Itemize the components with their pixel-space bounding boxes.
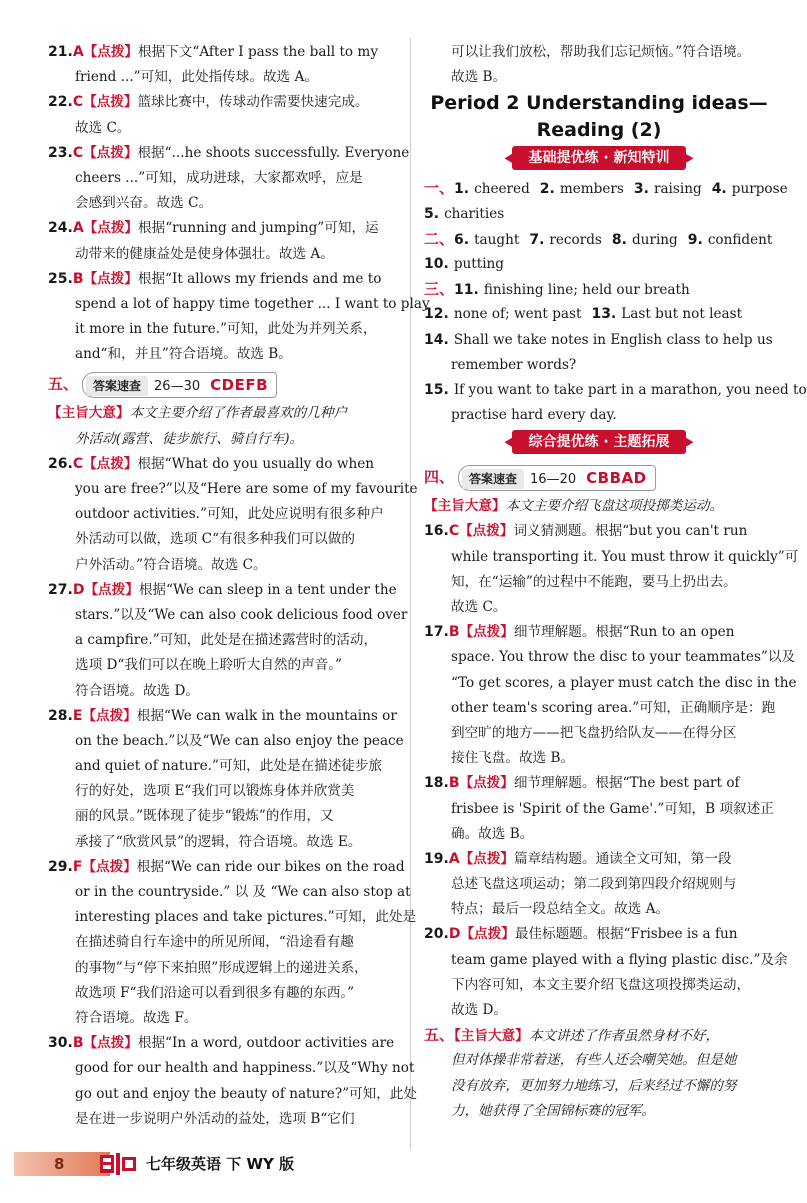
banner-label: 基础提优练 · 新知特训 xyxy=(512,146,685,170)
page-footer xyxy=(0,1150,800,1180)
item-answer: records xyxy=(549,231,602,248)
section-banner-basic xyxy=(424,144,774,176)
answer-explanation xyxy=(48,1031,396,1056)
quick-check-box xyxy=(82,372,277,398)
text-line xyxy=(48,1006,396,1031)
item-number: 9. xyxy=(687,231,703,248)
item-number: 10. xyxy=(424,255,449,272)
text-line xyxy=(424,1099,774,1124)
line-text: 丽的风景。”既体现了徒步“锻炼”的作用，又 xyxy=(75,808,334,825)
item-number: 4. xyxy=(711,181,727,198)
fill-in-line xyxy=(424,353,774,378)
text-line xyxy=(48,553,396,578)
hint-tag: 【点拨】 xyxy=(82,707,137,724)
section-number: 一、 xyxy=(424,179,455,198)
text-line xyxy=(48,905,417,930)
text-line xyxy=(48,477,418,502)
text-line xyxy=(424,40,774,65)
text-line xyxy=(424,1048,774,1073)
question-number: 20. xyxy=(424,926,449,943)
text-line xyxy=(424,998,774,1023)
text-line xyxy=(48,1107,396,1132)
answer-explanation xyxy=(48,704,396,729)
item-answer: putting xyxy=(453,255,504,272)
line-text: team game played with a flying plastic disc.”及余 xyxy=(451,951,788,968)
hint-tag: 【点拨】 xyxy=(83,94,138,111)
question-number: 16. xyxy=(424,523,449,540)
text-line xyxy=(424,822,774,847)
fill-in-line xyxy=(424,302,774,327)
text-line xyxy=(48,729,404,754)
line-text: space. You throw the disc to your teammates”以及 xyxy=(451,649,796,666)
text-line xyxy=(424,570,774,595)
line-text: “To get scores, a player must catch the disc in the xyxy=(451,674,797,691)
text-line xyxy=(48,754,396,779)
text-line xyxy=(48,1082,418,1107)
line-text: 动带来的健康益处是使身体强壮。故选 A。 xyxy=(75,245,334,262)
answer-explanation xyxy=(424,847,774,872)
text-line xyxy=(48,166,396,191)
answer-letter: C xyxy=(72,455,84,472)
answer-letter: D xyxy=(72,581,85,598)
line-text: 户外活动。”符合语境。故选 C。 xyxy=(75,556,267,573)
line-text: 力，她获得了全国锦标赛的冠军。 xyxy=(451,1102,655,1119)
text-line xyxy=(48,116,396,141)
item-number: 11. xyxy=(454,282,479,299)
line-text: 根据“...he shoots successfully. Everyone xyxy=(137,144,410,161)
period-title: Period 2 Understanding ideas— xyxy=(430,92,768,115)
text-line xyxy=(48,317,396,342)
text-line xyxy=(424,65,774,90)
answer-explanation xyxy=(48,578,396,603)
section-number: 二、 xyxy=(424,229,455,248)
line-text: 承接了“欣赏风景”的逻辑，符合语境。故选 E。 xyxy=(75,833,362,850)
text-line xyxy=(424,645,796,670)
line-text: 根据“It allows my friends and me to xyxy=(137,270,382,287)
answer-explanation xyxy=(48,216,396,241)
line-text: 篇章结构题。通读全文可知，第一段 xyxy=(514,850,732,867)
question-number: 17. xyxy=(424,624,449,641)
answer-explanation xyxy=(424,620,774,645)
hint-tag: 【点拨】 xyxy=(83,455,138,472)
line-text: 细节理解题。根据“Run to an open xyxy=(513,624,735,641)
fill-in-line xyxy=(424,227,774,252)
text-line xyxy=(424,494,774,519)
question-number: 18. xyxy=(424,775,449,792)
text-line xyxy=(48,628,396,653)
text-line xyxy=(48,779,396,804)
right-column xyxy=(424,40,807,1124)
section-number: 五、 xyxy=(48,375,79,394)
item-number: 15. xyxy=(424,381,449,398)
line-text: 本文主要介绍了作者最喜欢的几种户 xyxy=(129,405,348,422)
line-text: 可以让我们放松，帮助我们忘记烦恼。”符合语境。 xyxy=(451,44,751,60)
text-line xyxy=(424,671,797,696)
section-banner-comprehensive xyxy=(424,428,774,460)
fill-in-line xyxy=(424,252,774,277)
question-number: 30. xyxy=(48,1035,73,1052)
line-text: 根据“We can walk in the mountains or xyxy=(136,707,397,724)
line-text: 最佳标题题。根据“Frisbee is a fun xyxy=(514,926,738,943)
question-number: 19. xyxy=(424,850,449,867)
item-number: 2. xyxy=(539,181,555,198)
line-text: you are free?”以及“Here are some of my favourite xyxy=(75,481,418,497)
item-answer: If you want to take part in a marathon, you need to xyxy=(453,381,807,398)
answer-explanation xyxy=(48,267,396,292)
text-line xyxy=(48,880,411,905)
line-text: 没有放弃，更加努力地练习，后来经过不懈的努 xyxy=(451,1077,737,1094)
item-answer: taught xyxy=(474,231,520,248)
answer-letter: C xyxy=(72,144,84,161)
fill-in-line xyxy=(424,202,774,227)
line-text: 本文讲述了作者虽然身材不好， xyxy=(528,1028,720,1045)
item-answer: cheered xyxy=(474,181,530,198)
line-text: 确。故选 B。 xyxy=(451,825,534,842)
main-idea-tag: 【主旨大意】 xyxy=(424,498,506,515)
item-answer: charities xyxy=(444,205,505,222)
quick-check-label: 答案速查 xyxy=(86,376,148,396)
fill-in-line xyxy=(424,378,807,403)
line-text: 在描述骑自行车途中的所见所闻，“沿途看有趣 xyxy=(75,934,354,951)
hint-tag: 【点拨】 xyxy=(84,581,139,598)
line-text: 是在进一步说明户外活动的益处，选项 B“它们 xyxy=(75,1110,355,1127)
answer-letter: D xyxy=(448,926,461,943)
line-text: 根据“We can sleep in a tent under the xyxy=(138,581,397,598)
line-text: interesting places and take pictures.”可知，此处是 xyxy=(75,909,417,926)
answer-explanation xyxy=(48,90,396,115)
answer-explanation xyxy=(424,922,774,947)
line-text: other team's scoring area.”可知，正确顺序是：跑 xyxy=(451,699,776,716)
line-text: it more in the future.”可知，此处为并列关系， xyxy=(75,321,377,338)
question-number: 26. xyxy=(48,455,73,472)
line-text: 根据“running and jumping”可知，运 xyxy=(138,220,379,237)
line-text: go out and enjoy the beauty of nature?”可知，此处 xyxy=(75,1085,418,1102)
quick-check-label: 答案速查 xyxy=(462,469,524,489)
item-number: 6. xyxy=(454,231,470,248)
item-number: 1. xyxy=(454,181,470,198)
answer-letter: B xyxy=(448,624,460,641)
text-line xyxy=(424,721,774,746)
line-text: practise hard every day. xyxy=(451,407,617,424)
line-text: frisbee is 'Spirit of the Game'.”可知，B 项叙述正 xyxy=(451,800,774,817)
answer-letter: C xyxy=(72,94,84,111)
quick-check-range: 16—20 xyxy=(530,471,577,487)
answer-letter: E xyxy=(72,707,83,724)
text-line xyxy=(48,981,396,1006)
hint-tag: 【点拨】 xyxy=(83,44,139,60)
answer-letter: B xyxy=(448,775,460,792)
section-number: 四、 xyxy=(424,468,455,487)
text-line xyxy=(424,595,774,620)
item-answer: none of; went past xyxy=(453,306,582,323)
question-number: 25. xyxy=(48,270,73,287)
line-text: 本文主要介绍飞盘这项投掷类运动。 xyxy=(505,498,724,515)
text-line xyxy=(48,930,396,955)
hint-tag: 【点拨】 xyxy=(83,270,138,287)
item-number: 7. xyxy=(529,231,545,248)
text-line xyxy=(48,292,430,317)
line-text: spend a lot of happy time together ... I want to play xyxy=(75,295,430,312)
question-number: 24. xyxy=(48,220,73,237)
quick-check-box xyxy=(458,465,656,491)
answer-letter: A xyxy=(72,44,84,60)
answer-explanation xyxy=(424,519,774,544)
text-line xyxy=(424,1074,774,1099)
line-text: 根据“In a word, outdoor activities are xyxy=(137,1035,395,1052)
line-text: good for our health and happiness.”以及“Why not xyxy=(75,1060,415,1077)
answer-letter: B xyxy=(72,270,84,287)
line-text: 故选项 F“我们沿途可以看到很多有趣的东西。” xyxy=(75,984,355,1001)
text-line xyxy=(48,65,396,90)
quick-check-answers: CDEFB xyxy=(210,375,269,394)
left-column xyxy=(48,40,430,1132)
quick-check-answers: CBBAD xyxy=(586,468,647,487)
line-text: a campfire.”可知，此处是在描述露营时的活动， xyxy=(75,632,378,649)
line-text: 篮球比赛中，传球动作需要快速完成。 xyxy=(137,94,369,111)
hint-tag: 【点拨】 xyxy=(83,220,139,237)
text-line xyxy=(424,973,774,998)
text-line xyxy=(48,653,396,678)
line-text: and quiet of nature.”可知，此处是在描述徒步旅 xyxy=(75,758,383,775)
line-text: remember words? xyxy=(451,356,577,373)
text-line xyxy=(48,830,396,855)
fill-in-line xyxy=(424,176,788,201)
line-text: on the beach.”以及“We can also enjoy the peace xyxy=(75,732,404,749)
line-text: 下内容可知，本文主要介绍飞盘这项投掷类运动， xyxy=(451,976,751,993)
line-text: 总述飞盘这项运动；第二段到第四段介绍规则与 xyxy=(451,876,737,893)
text-line xyxy=(424,1023,774,1048)
answer-explanation xyxy=(48,452,396,477)
banner-label: 综合提优练 · 主题拓展 xyxy=(512,430,685,454)
line-text: or in the countryside.” 以 及 “We can also stop at xyxy=(75,884,411,900)
line-text: while transporting it. You must throw it quickly”可 xyxy=(451,548,799,565)
line-text: 的事物”与“停下来拍照”形成逻辑上的递进关系， xyxy=(75,959,368,976)
question-number: 23. xyxy=(48,144,73,161)
hint-tag: 【点拨】 xyxy=(459,624,514,641)
answer-quick-check xyxy=(48,369,396,399)
line-text: 外活动(露营、徒步旅行、骑自行车)。 xyxy=(75,430,304,447)
line-text: 故选 C。 xyxy=(75,119,131,136)
question-number: 22. xyxy=(48,94,73,111)
text-line xyxy=(424,948,788,973)
text-line xyxy=(424,797,774,822)
item-answer: during xyxy=(631,231,678,248)
fill-in-line xyxy=(424,277,774,302)
text-line xyxy=(48,191,396,216)
item-answer: confident xyxy=(707,231,773,248)
publisher-logo-icon xyxy=(98,1151,138,1177)
hint-tag: 【点拨】 xyxy=(459,850,515,867)
line-text: 故选 C。 xyxy=(451,599,507,615)
text-line xyxy=(424,696,774,721)
item-number: 13. xyxy=(591,306,617,323)
answer-explanation xyxy=(48,855,405,880)
answer-quick-check xyxy=(424,462,774,492)
text-line xyxy=(48,342,396,367)
line-text: 行的好处，选项 E“我们可以锻炼身体并欣赏美 xyxy=(75,783,355,800)
hint-tag: 【点拨】 xyxy=(460,926,515,943)
line-text: 到空旷的地方——把飞盘扔给队友——在得分区 xyxy=(451,724,737,741)
column-divider xyxy=(410,38,411,1150)
question-number: 27. xyxy=(48,581,73,598)
item-number: 3. xyxy=(633,181,649,198)
period-subtitle: Reading (2) xyxy=(536,119,662,142)
text-line xyxy=(48,603,408,628)
line-text: outdoor activities.”可知，此处应说明有很多种户 xyxy=(75,506,384,523)
line-text: and“和，并且”符合语境。故选 B。 xyxy=(75,346,292,363)
text-line xyxy=(48,401,396,426)
item-number: 8. xyxy=(611,231,627,248)
text-line xyxy=(48,242,396,267)
item-answer: finishing line; held our breath xyxy=(483,282,690,299)
item-answer: Last but not least xyxy=(621,306,743,323)
answer-letter: B xyxy=(72,1035,84,1052)
line-text: 选项 D“我们可以在晚上聆听大自然的声音。” xyxy=(75,657,343,674)
quick-check-range: 26—30 xyxy=(154,378,201,394)
line-text: friend ...”可知，此处指传球。故选 A。 xyxy=(75,69,318,86)
text-line xyxy=(48,427,396,452)
answer-letter: A xyxy=(72,220,84,237)
item-answer: purpose xyxy=(731,181,788,198)
line-text: 外活动可以做，选项 C“有很多种我们可以做的 xyxy=(75,531,355,548)
text-line xyxy=(424,872,774,897)
hint-tag: 【点拨】 xyxy=(83,144,138,161)
line-text: 接住飞盘。故选 B。 xyxy=(451,750,575,767)
line-text: 根据下文“After I pass the ball to my xyxy=(138,44,379,60)
main-idea-tag: 【主旨大意】 xyxy=(454,1028,529,1045)
line-text: 词义猜测题。根据“but you can't run xyxy=(513,523,748,540)
line-text: 特点；最后一段总结全文。故选 A。 xyxy=(451,901,670,918)
question-number: 28. xyxy=(48,707,73,724)
text-line xyxy=(424,545,799,570)
text-line xyxy=(48,679,396,704)
hint-tag: 【点拨】 xyxy=(459,775,514,792)
answer-letter: F xyxy=(72,858,83,875)
hint-tag: 【点拨】 xyxy=(83,1035,138,1052)
text-line xyxy=(48,527,396,552)
line-text: 符合语境。故选 D。 xyxy=(75,682,199,699)
fill-in-line xyxy=(424,403,774,428)
item-answer: raising xyxy=(653,181,702,198)
answer-letter: A xyxy=(448,850,460,867)
section-number: 三、 xyxy=(424,280,455,299)
section-number: 五、 xyxy=(424,1026,455,1045)
line-text: 故选 B。 xyxy=(451,69,507,86)
item-number: 12. xyxy=(424,306,449,323)
text-line xyxy=(424,897,774,922)
line-text: 根据“We can ride our bikes on the road xyxy=(136,858,405,875)
line-text: 知，在“运输”的过程中不能跑，要马上扔出去。 xyxy=(451,573,737,590)
line-text: 故选 D。 xyxy=(451,1002,508,1018)
line-text: 符合语境。故选 F。 xyxy=(75,1009,198,1026)
answer-explanation xyxy=(48,40,396,65)
text-line xyxy=(48,804,396,829)
text-line xyxy=(424,746,774,771)
item-number: 14. xyxy=(424,331,449,348)
main-idea-tag: 【主旨大意】 xyxy=(48,405,130,422)
fill-in-line xyxy=(424,328,774,353)
line-text: cheers ...”可知，成功进球，大家都欢呼，应是 xyxy=(75,169,363,186)
line-text: 根据“What do you usually do when xyxy=(137,455,375,472)
text-line xyxy=(48,502,396,527)
item-number: 5. xyxy=(424,205,440,222)
answer-letter: C xyxy=(448,523,460,540)
hint-tag: 【点拨】 xyxy=(459,523,514,540)
book-title: 七年级英语 下 WY 版 xyxy=(146,1155,295,1173)
question-number: 29. xyxy=(48,858,73,875)
question-number: 21. xyxy=(48,44,73,60)
page-number: 8 xyxy=(14,1152,110,1176)
text-line xyxy=(48,956,396,981)
hint-tag: 【点拨】 xyxy=(82,858,137,875)
line-text: 但对体操非常着迷，有些人还会嘲笑她。但是她 xyxy=(451,1052,737,1069)
line-text: 会感到兴奋。故选 C。 xyxy=(75,195,213,212)
item-answer: members xyxy=(559,181,624,198)
line-text: stars.”以及“We can also cook delicious food over xyxy=(75,606,408,623)
answer-explanation xyxy=(424,771,774,796)
answer-explanation xyxy=(48,141,410,166)
item-answer: Shall we take notes in English class to help us xyxy=(453,331,773,348)
line-text: 细节理解题。根据“The best part of xyxy=(513,775,740,792)
text-line xyxy=(48,1056,415,1081)
